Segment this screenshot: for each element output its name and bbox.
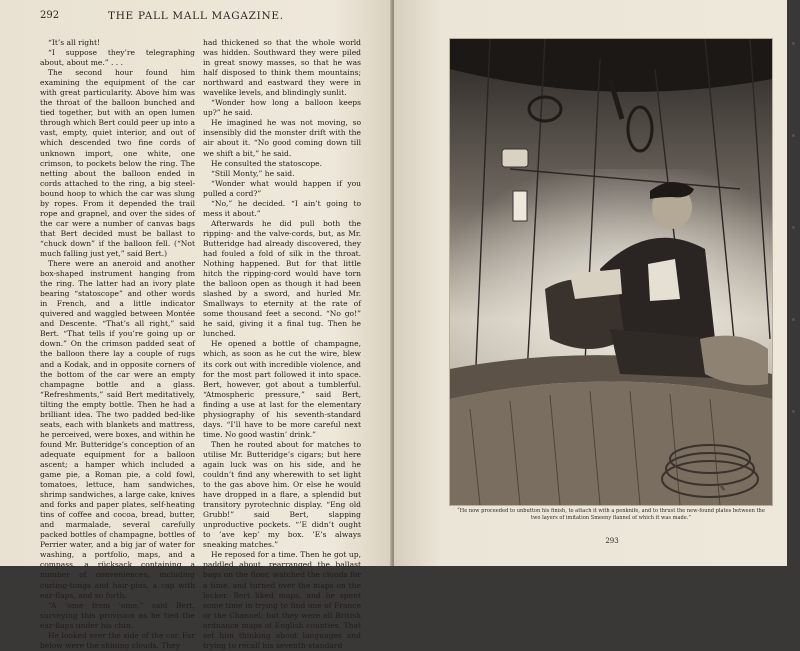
text-column-2 — [203, 38, 361, 650]
paragraph: “Still Monty,” he said. — [211, 168, 295, 178]
balloon-car-illustration — [450, 39, 772, 505]
running-head: THE PALL MALL MAGAZINE. — [108, 10, 284, 22]
paragraph: He consulted the statoscope. — [211, 158, 323, 168]
paragraph: had thickened so that the whole world was hidden. Southward they were piled in great snowy masses, so that he was half disposed to think them mountains; northward and eastward they were in wavelike levels, and blindingly sunlit. — [203, 38, 361, 98]
paragraph: Then he routed about for matches to utilise Mr. Butteridge’s cigars; but here again luck was on his side, and he couldn’t find any wherewith to set light to the gas above him. Or else he would have dropped in a flare, a splendid but transitory pyrotechnic display. “Eng old Grubb!” said Bert, slapping unproductive pockets. “’E didn’t ought to ’ave kep’ my box. ’E’s always sneaking matches.” — [203, 439, 361, 550]
paragraph: The second hour found him examining the equipment of the car with great particularity. Above him was the throat of the balloon bunched and tied together, but with an open lumen through which Bert could peer up into a vast, empty, quiet interior, and out of which descended two fine cords of unknown import, one white, one crimson, to pockets below the ring. The netting about the balloon ended in cords attached to the ring, a big steel-bound hoop to which the car was slung by ropes. From it depended the trail rope and grapnel, and over the sides of the car were a number of canvas bags that Bert decided must be ballast to “chuck down” if the balloon fell. (“Not much falling just yet,” said Bert.) — [40, 68, 195, 258]
page-number-left: 292 — [40, 10, 60, 21]
paragraph: He imagined he was not moving, so insensibly did the monster drift with the air about it. “No good coming down till we shift a bit,” he said. — [203, 118, 361, 158]
binding-holes — [790, 0, 800, 566]
paragraph: “I suppose they’re telegraphing about, about me.” . . . — [40, 48, 195, 68]
paragraph: He reposed for a time. Then he got up, paddled about, rearranged the ballast bags on the floor, watched the clouds for a time, and turned over the maps on the locker. Bert liked maps, and he spent some time in trying to find one of France or the Channel; but they were all British ordnance maps of English counties. That set him thinking about languages and trying to recall his seventh-standard — [203, 550, 361, 650]
left-page-header — [40, 10, 380, 24]
paragraph: He looked over the side of the car. Far below were the shining clouds. They — [40, 630, 195, 650]
paragraph: Afterwards he did pull both the ripping- and the valve-cords, but, as Mr. Butteridge had already discovered, they had fouled a fold of silk in the throat. Nothing happened. But for that little hitch the ripping-cord would have torn the balloon open as though it had been slashed by a sword, and hurled Mr. Smallways to eternity at the rate of some thousand feet a second. “No go!” he said, giving it a final tug. Then he lunched. — [203, 218, 361, 339]
page-number-right: 293 — [605, 537, 619, 545]
paragraph: “A ’ome from ’ome,” said Bert, surveying this provision as he tied the ear-flaps under his chin. — [40, 600, 195, 630]
illustration-plate — [449, 38, 773, 506]
left-page — [0, 0, 392, 650]
svg-text:✎: ✎ — [720, 485, 726, 493]
paragraph: “It’s all right! — [48, 38, 101, 47]
paragraph: “No,” he decided. “I ain’t going to mess it about.” — [203, 198, 361, 218]
illustration-caption: “He now proceeded to unbutton his finish, to attach it with a penknife, and to thrust the new-found plates between the two layers of imitation Smeeny flannel of which it was made.” — [457, 508, 765, 521]
paragraph: “Wonder how long a balloon keeps up?” he said. — [203, 98, 361, 118]
text-column-1 — [40, 38, 195, 650]
paragraph: He opened a bottle of champagne, which, as soon as he cut the wire, blew its cork out with incredible violence, and for the most part followed it into space. Bert, however, got about a tumblerful. “Atmospheric pressure,” said Bert, finding a use at last for the elementary physiography of his seventh-standard days. “I’ll have to be more careful next time. No good wastin’ drink.” — [203, 339, 361, 439]
paragraph: There were an aneroid and another box-shaped instrument hanging from the ring. The latter had an ivory plate bearing “statoscope” and other words in French, and a little indicator quivered and waggled between Montée and Descente. “That’s all right,” said Bert. “That tells if you’re going up or down.” On the crimson padded seat of the balloon there lay a couple of rugs and a Kodak, and in opposite corners of the bottom of the car were an empty champagne bottle and a glass. “Refreshments,” said Bert meditatively, tilting the empty bottle. Then he had a brilliant idea. The two padded bed-like seats, each with blankets and mattress, he perceived, were boxes, and within he found Mr. Butteridge’s conception of an adequate equipment for a balloon ascent; a hamper which included a game pie, a Roman pie, a cold fowl, tomatoes, lettuce, ham sandwiches, shrimp sandwiches, a large cake, knives and forks and paper plates, self-heating tins of coffee and cocoa, bread, butter, and marmalade, several carefully packed bottles of champagne, bottles of Perrier water, and a big jar of water for washing, a portfolio, maps, and a compass, a rücksack containing a number of conveniences, including curling-tongs and hair-pins, a cap with ear-flaps, and so forth. — [40, 259, 195, 600]
paragraph: “Wonder what would happen if you pulled a cord?” — [203, 178, 361, 198]
